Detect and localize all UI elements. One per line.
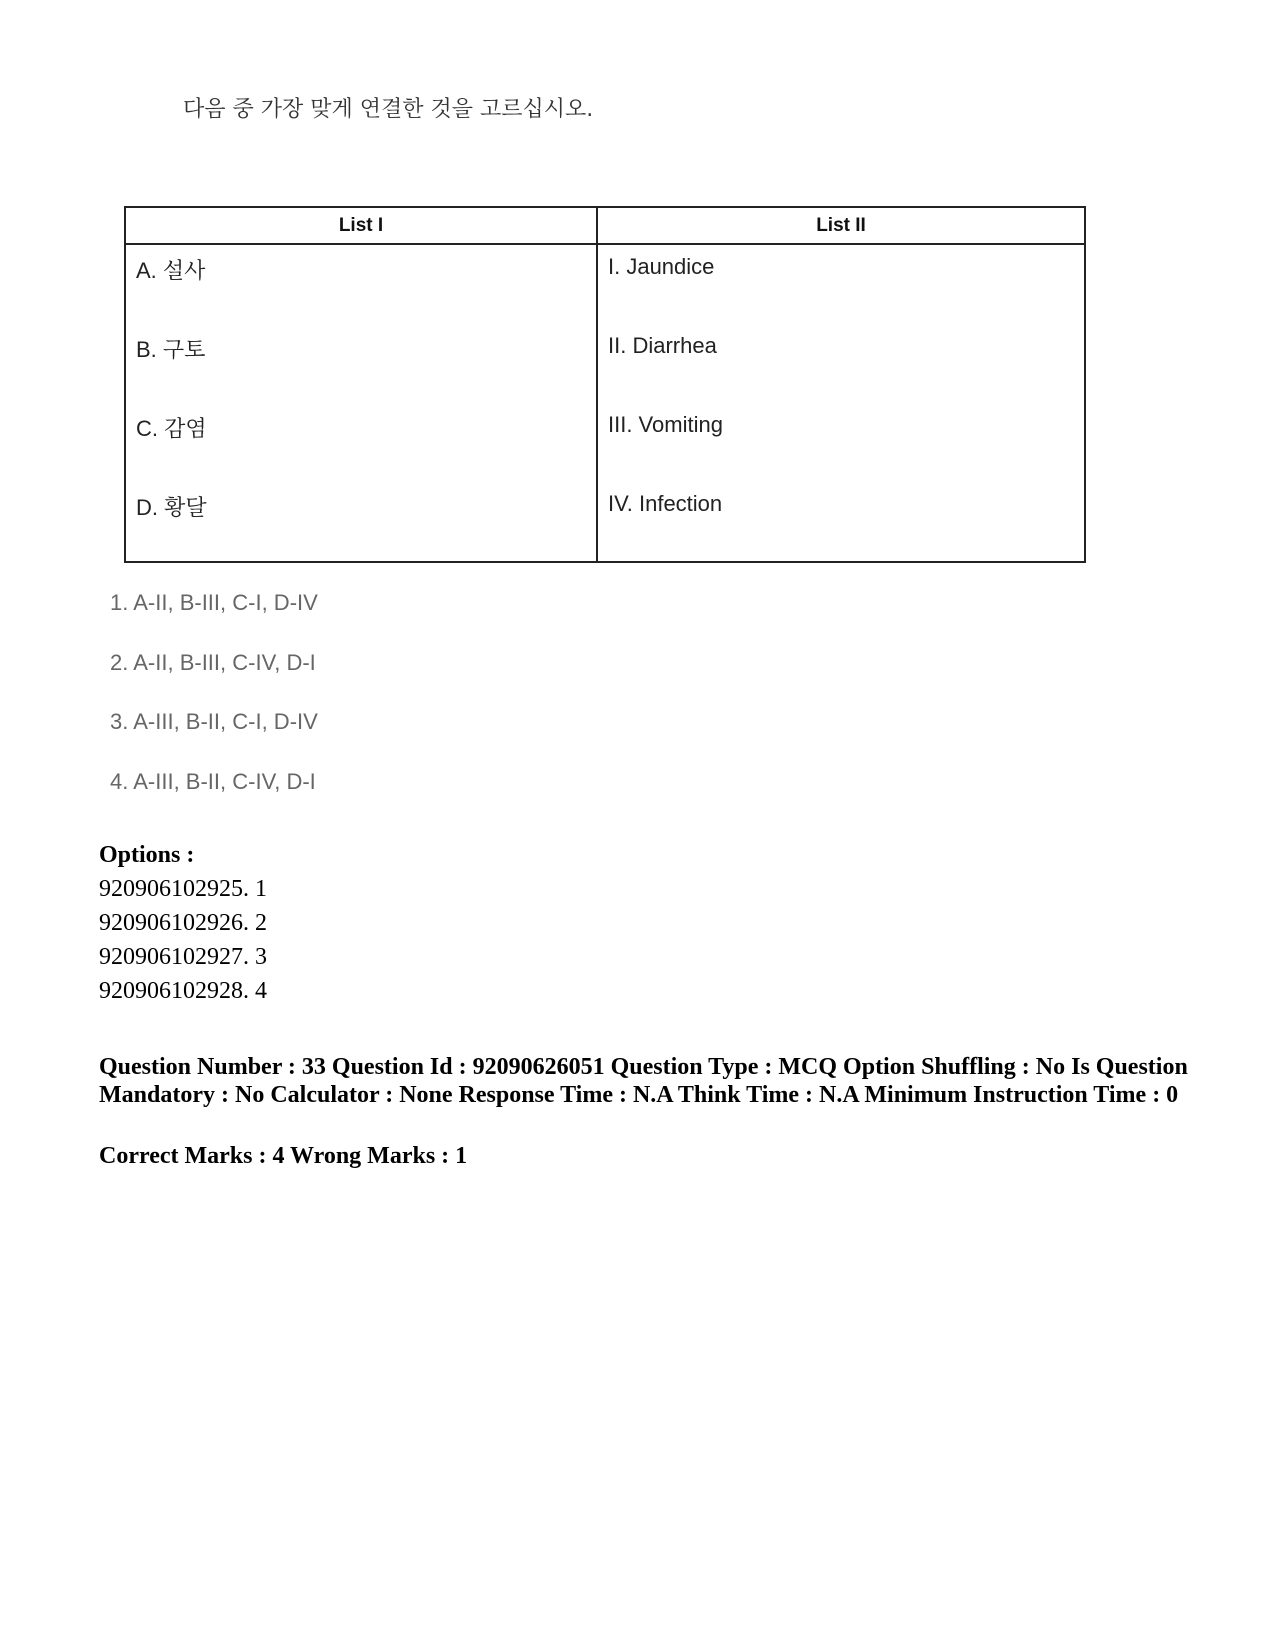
choice-3: 3. A-III, B-II, C-I, D-IV — [110, 709, 318, 734]
answer-choices — [110, 590, 318, 828]
cell-text: III. Vomiting — [608, 412, 723, 437]
cell-text: I. Jaundice — [608, 254, 715, 279]
cell-text: A. 설사 — [136, 258, 206, 283]
choice-2: 2. A-II, B-III, C-IV, D-I — [110, 649, 316, 675]
question-instruction: 다음 중 가장 맞게 연결한 것을 고르십시오. — [183, 97, 594, 122]
list-1-cell — [125, 403, 597, 482]
table-row — [125, 244, 1085, 324]
options-block — [99, 838, 267, 1008]
table-row — [125, 482, 1085, 562]
list-2-header: List II — [597, 207, 1085, 244]
option-item: 920906102927. 3 — [99, 944, 267, 970]
cell-text: B. 구토 — [136, 337, 206, 362]
list-1-cell — [125, 244, 597, 324]
cell-text: IV. Infection — [608, 491, 723, 516]
question-meta: Question Number : 33 Question Id : 92090626051 Question Type : MCQ Option Shuffling : No Is Question Mandatory : No Calculator : None Response Time : N.A Think Time : N.A Minimum Instruction Time : 0 — [99, 1054, 1188, 1108]
cell-text: II. Diarrhea — [608, 333, 717, 358]
option-item: 920906102928. 4 — [99, 978, 267, 1004]
list-1-cell — [125, 482, 597, 562]
option-item: 920906102925. 1 — [99, 876, 267, 902]
list-1-header: List I — [125, 207, 597, 244]
list-2-cell — [597, 403, 1085, 482]
choice-4: 4. A-III, B-II, C-IV, D-I — [110, 768, 316, 794]
list-1-cell — [125, 324, 597, 403]
table-row — [125, 324, 1085, 403]
cell-text: D. 황달 — [136, 495, 207, 520]
list-2-cell — [597, 482, 1085, 562]
list-2-cell — [597, 324, 1085, 403]
question-marks: Correct Marks : 4 Wrong Marks : 1 — [99, 1143, 468, 1169]
table-header-row — [125, 207, 1085, 244]
options-title: Options : — [99, 842, 195, 868]
choice-1: 1. A-II, B-III, C-I, D-IV — [110, 590, 318, 615]
match-table — [124, 206, 1086, 563]
option-item: 920906102926. 2 — [99, 910, 267, 936]
list-2-cell — [597, 244, 1085, 324]
cell-text: C. 감염 — [136, 416, 207, 441]
table-row — [125, 403, 1085, 482]
